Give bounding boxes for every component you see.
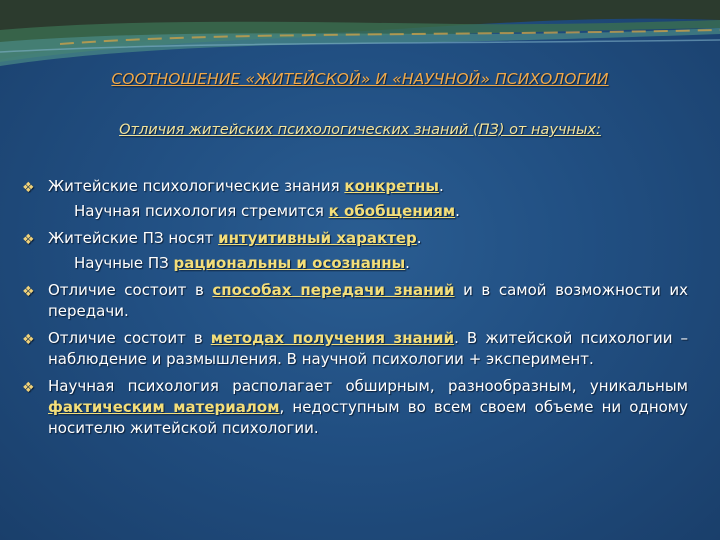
diamond-bullet-icon: ❖	[22, 232, 35, 248]
diamond-bullet-icon: ❖	[22, 332, 35, 348]
diamond-bullet-icon: ❖	[22, 180, 35, 196]
highlight: к обобщениям	[328, 202, 456, 220]
highlight: конкретны	[344, 177, 439, 195]
list-item-continuation: Научная психология стремится к обобщениям.	[74, 202, 460, 220]
highlight: рациональны и осознанны	[173, 254, 406, 272]
diamond-bullet-icon: ❖	[22, 284, 35, 300]
list-item-continuation: Научные ПЗ рациональны и осознанны.	[74, 254, 410, 272]
list-item: ❖ Житейские психологические знания конкретны.	[22, 176, 688, 197]
slide-title: СООТНОШЕНИЕ «ЖИТЕЙСКОЙ» И «НАУЧНОЙ» ПСИХОЛОГИИ	[111, 70, 609, 88]
decorative-waves	[0, 0, 720, 75]
highlight: интуитивный характер	[218, 229, 417, 247]
list-item: ❖ Отличие состоит в способах передачи знаний и в самой возможности их передачи.	[22, 281, 689, 320]
list-item: ❖ Научная психология располагает обширным, разнообразным, уникальным фактическим материалом, недоступным во всем своем объеме ни одному носителю житейской психологии.	[22, 377, 688, 437]
highlight: фактическим материалом	[48, 398, 280, 416]
slide-subtitle: Отличия житейских психологических знаний (ПЗ) от научных:	[119, 122, 601, 138]
highlight: методах получения знаний	[210, 329, 455, 347]
list-item: ❖ Житейские ПЗ носят интуитивный характер.	[22, 228, 688, 249]
bullet-list	[22, 170, 688, 439]
list-item: ❖ Отличие состоит в методах получения знаний. В житейской психологии – наблюдение и размышления. В научной психологии + эксперимент.	[22, 329, 688, 368]
diamond-bullet-icon: ❖	[22, 380, 35, 396]
highlight: способах передачи знаний	[212, 281, 455, 299]
